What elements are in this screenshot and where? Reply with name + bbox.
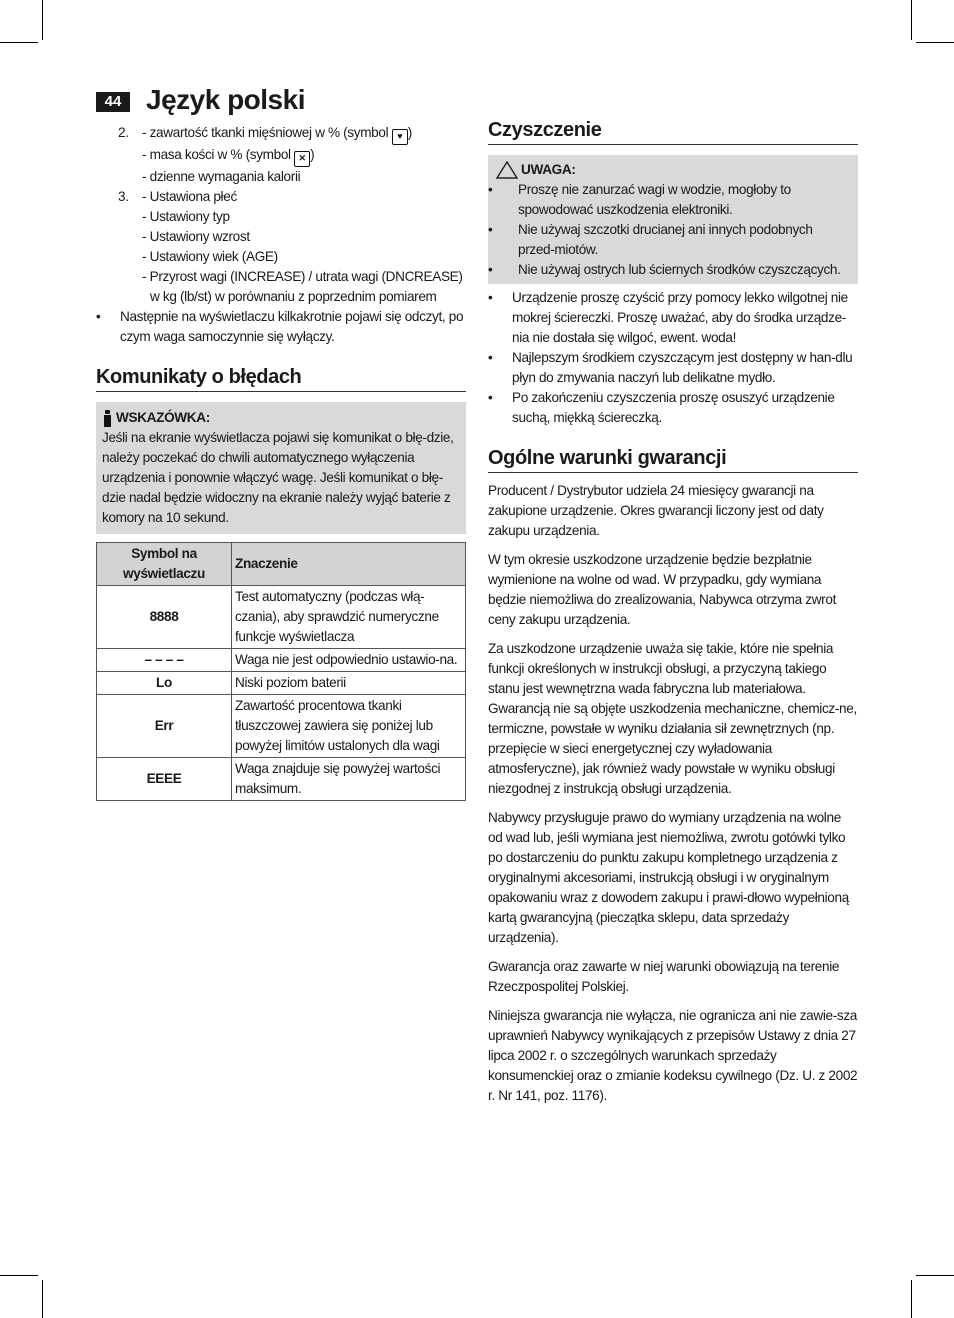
- list-line: - Ustawiona płeć: [142, 189, 237, 204]
- section-title-cleaning: Czyszczenie: [488, 120, 858, 145]
- warranty-paragraph: Gwarancja oraz zawarte w niej warunki obowiązują na terenie Rzeczpospolitej Polskiej.: [488, 959, 840, 994]
- warranty-paragraph: Nabywcy przysługuje prawo do wymiany urządzenia na wolne od wad lub, jeśli wymiana jest niemożliwa, zwrotu gotówki tylko po dostarczeniu do punktu zakupu kompletnego urządzenia z oryginalnymi akcesoriami, instrukcją obsługi i w oryginalnym opakowaniu wraz z dowodem zakupu i prawi-dłowo wypełnioną kartą gwarancyjną (pieczątka sklepu, data sprzedaży urządzenia).: [488, 810, 849, 945]
- bullet-item: • Następnie na wyświetlaczu kilkakrotnie pojawi się odczyt, po czym waga samoczynnie się wyłączy.: [96, 307, 466, 347]
- table-row: [97, 649, 466, 672]
- table-cell-symbol: EEEE: [97, 758, 232, 801]
- table-header: Znaczenie: [232, 543, 466, 586]
- warranty-paragraph: Za uszkodzone urządzenie uważa się takie, które nie spełnia funkcji określonych w instrukcji obsługi, a przyczyną takiego stanu jest wewnętrzna wada fabryczna lub materiałowa. Gwarancją nie są objęte uszkodzenia mechaniczne, chemicz-ne, termiczne, powstałe w wyniku działania sił zewnętrznych (np. przepięcie w sieci energetycznej czy wyładowania atmosferyczne), jak również wady powstałe w wyniku obsługi niezgodnej z instrukcją obsługi urządzenia.: [488, 641, 857, 796]
- page-number: 44: [96, 92, 130, 112]
- bullet-list: [96, 307, 466, 347]
- warning-title: UWAGA:: [521, 162, 576, 177]
- numbered-list: [96, 123, 466, 307]
- cleaning-item: • Po zakończeniu czyszczenia proszę osuszyć urządzenie suchą, miękką ściereczką.: [488, 388, 858, 428]
- table-cell-meaning: Test automatyczny (podczas włą-czania), aby sprawdzić numeryczne funkcje wyświetlacza: [232, 586, 466, 649]
- warning-item: • Proszę nie zanurzać wagi w wodzie, mogłoby to spowodować uszkodzenia elektroniki.: [488, 180, 850, 220]
- list-line: w kg (lb/st) w porównaniu z poprzednim pomiarem: [150, 289, 437, 304]
- warning-icon: [496, 161, 518, 179]
- crop-mark: [42, 1280, 43, 1318]
- list-item: [96, 123, 466, 187]
- table-row: [97, 586, 466, 649]
- cleaning-item: • Urządzenie proszę czyścić przy pomocy lekko wilgotnej nie mokrej ściereczki. Proszę uważać, aby do środka urządze-nia nie dostała się wilgoć, ewent. woda!: [488, 288, 858, 348]
- cleaning-item: • Najlepszym środkiem czyszczącym jest dostępny w han-dlu płyn do zmywania naczyń lub delikatne mydło.: [488, 348, 858, 388]
- table-cell-meaning: Waga znajduje się powyżej wartości maksimum.: [232, 758, 466, 801]
- table-cell-meaning: Zawartość procentowa tkanki tłuszczowej zawiera się poniżej lub powyżej limitów ustalonych dla wagi: [232, 695, 466, 758]
- table-row: [97, 695, 466, 758]
- hint-box: [96, 402, 466, 534]
- crop-mark: [0, 42, 38, 43]
- table-row: [97, 758, 466, 801]
- list-line: - masa kości w % (symbol ✕ ): [142, 145, 412, 167]
- table-cell-symbol: – – – –: [97, 649, 232, 672]
- hint-header: [102, 408, 460, 428]
- list-line: - Przyrost wagi (INCREASE) / utrata wagi (DNCREASE): [142, 269, 463, 284]
- hint-title: WSKAZÓWKA:: [116, 410, 210, 425]
- list-item: [96, 187, 466, 307]
- list-line: - zawartość tkanki mięśniowej w % (symbol ♥ ): [142, 123, 412, 145]
- table-cell-symbol: Lo: [97, 672, 232, 695]
- error-table: [96, 542, 466, 801]
- crop-mark: [911, 1280, 912, 1318]
- cleaning-list: [488, 288, 858, 428]
- info-icon: [102, 410, 112, 427]
- table-cell-symbol: 8888: [97, 586, 232, 649]
- warning-header: [496, 160, 850, 180]
- warning-box: [488, 155, 858, 284]
- warranty-paragraph: W tym okresie uszkodzone urządzenie będzie bezpłatnie wymienione na wolne od wad. W przypadku, gdy wymiana będzie niemożliwa do zrealizowania, Nabywca otrzyma zwrot ceny zakupu urządzenia.: [488, 552, 836, 627]
- table-cell-meaning: Niski poziom baterii: [232, 672, 466, 695]
- page-title: Język polski: [146, 84, 305, 115]
- list-number: 3.: [118, 189, 129, 204]
- hint-text: Jeśli na ekranie wyświetlacza pojawi się komunikat o błę-dzie, należy poczekać do chwili automatycznego wyłączenia urządzenia i ponownie włączyć wagę. Jeśli komunikat o błę-dzie nadal będzie widoczny na ekranie należy wyjąć baterie z komory na 10 sekund.: [102, 430, 454, 525]
- right-column: [488, 120, 858, 1115]
- warning-list: [488, 180, 850, 280]
- warning-item: • Nie używaj szczotki drucianej ani innych podobnych przed-miotów.: [488, 220, 850, 260]
- warranty-paragraph: Producent / Dystrybutor udziela 24 miesięcy gwarancji na zakupione urządzenie. Okres gwarancji liczony jest od daty zakupu urządzenia.: [488, 483, 824, 538]
- section-title-errors: Komunikaty o błędach: [96, 367, 466, 392]
- table-cell-meaning: Waga nie jest odpowiednio ustawio-na.: [232, 649, 466, 672]
- left-column: [96, 123, 466, 801]
- table-header: Symbol na wyświetlaczu: [97, 543, 232, 586]
- table-cell-symbol: Err: [97, 695, 232, 758]
- list-line: - Ustawiony typ: [142, 209, 230, 224]
- list-line: - dzienne wymagania kalorii: [142, 169, 301, 184]
- list-number: 2.: [118, 125, 129, 140]
- crop-mark: [916, 42, 954, 43]
- warranty-paragraph: Niniejsza gwarancja nie wyłącza, nie ogranicza ani nie zawie-sza uprawnień Nabywcy wynikających z przepisów Ustawy z dnia 27 lipca 2002 r. o szczególnych warunkach sprzedaży konsumenckiej oraz o zmianie kodeksu cywilnego (Dz. U. z 2002 r. Nr 141, poz. 1176).: [488, 1008, 858, 1103]
- crop-mark: [911, 0, 912, 40]
- list-line: - Ustawiony wzrost: [142, 229, 250, 244]
- list-line: - Ustawiony wiek (AGE): [142, 249, 278, 264]
- table-header-row: [97, 543, 466, 586]
- crop-mark: [42, 0, 43, 40]
- section-title-warranty: Ogólne warunki gwarancji: [488, 448, 858, 473]
- bone-icon: ✕: [294, 151, 310, 167]
- warning-item: • Nie używaj ostrych lub ściernych środków czyszczących.: [488, 260, 850, 280]
- muscle-icon: ♥: [392, 129, 408, 145]
- crop-mark: [916, 1275, 954, 1276]
- warranty-text: [488, 481, 858, 1106]
- table-row: [97, 672, 466, 695]
- crop-mark: [0, 1275, 38, 1276]
